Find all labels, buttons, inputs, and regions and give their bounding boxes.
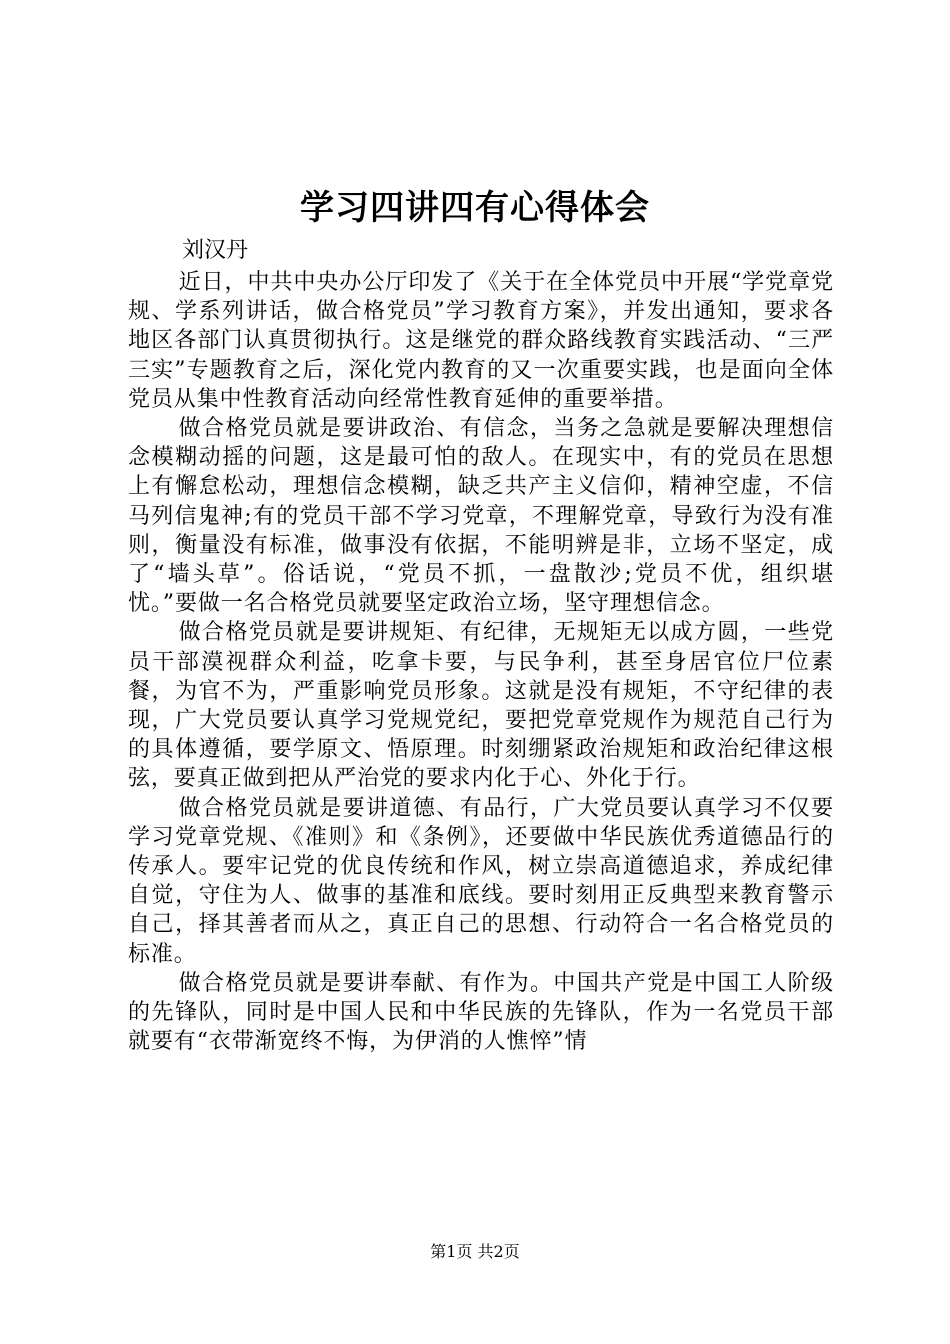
paragraph: 做合格党员就是要讲规矩、有纪律，无规矩无以成方圆，一些党员干部漠视群众利益，吃拿卡要，与民争利，甚至身居官位尸位素餐，为官不为，严重影响党员形象。这就是没有规矩，不守纪律的表现，广大党员要认真学习党规党纪，要把党章党规作为规范自己行为的具体遵循，要学原文、悟原理。时刻绷紧政治规矩和政治纪律这根弦，要真正做到把从严治党的要求内化于心、外化于行。 bbox=[128, 620, 834, 792]
page-title: 学习四讲四有心得体会 bbox=[300, 188, 650, 228]
paragraph: 近日，中共中央办公厅印发了《关于在全体党员中开展“学党章党规、学系列讲话，做合格党员”学习教育方案》，并发出通知，要求各地区各部门认真贯彻执行。这是继党的群众路线教育实践活动、“三严三实”专题教育之后，深化党内教育的又一次重要实践，也是面向全体党员从集中性教育活动向经常性教育延伸的重要举措。 bbox=[128, 270, 834, 412]
paragraph: 做合格党员就是要讲道德、有品行，广大党员要认真学习不仅要学习党章党规、《准则》和《条例》，还要做中华民族优秀道德品行的传承人。要牢记党的优良传统和作风，树立崇高道德追求，养成纪律自觉，守住为人、做事的基准和底线。要时刻用正反典型来教育警示自己，择其善者而从之，真正自己的思想、行动符合一名合格党员的标准。 bbox=[128, 795, 834, 967]
page-footer: 第1页 共2页 bbox=[430, 1242, 520, 1261]
paragraph: 做合格党员就是要讲政治、有信念，当务之急就是要解决理想信念模糊动摇的问题，这是最可怕的敌人。在现实中，有的党员在思想上有懈怠松动，理想信念模糊，缺乏共产主义信仰，精神空虚，不信马列信鬼神;有的党员干部不学习党章，不理解党章，导致行为没有准则，衡量没有标准，做事没有依据，不能明辨是非，立场不坚定，成了“墙头草”。俗话说，“党员不抓，一盘散沙;党员不优，组织堪忧。”要做一名合格党员就要坚定政治立场，坚守理想信念。 bbox=[128, 416, 834, 617]
paragraph: 做合格党员就是要讲奉献、有作为。中国共产党是中国工人阶级的先锋队，同时是中国人民和中华民族的先锋队，作为一名党员干部就要有“衣带渐宽终不悔，为伊消的人憔悴”情 bbox=[128, 970, 834, 1055]
article-body bbox=[128, 268, 834, 1056]
author-name: 刘汉丹 bbox=[182, 238, 249, 263]
